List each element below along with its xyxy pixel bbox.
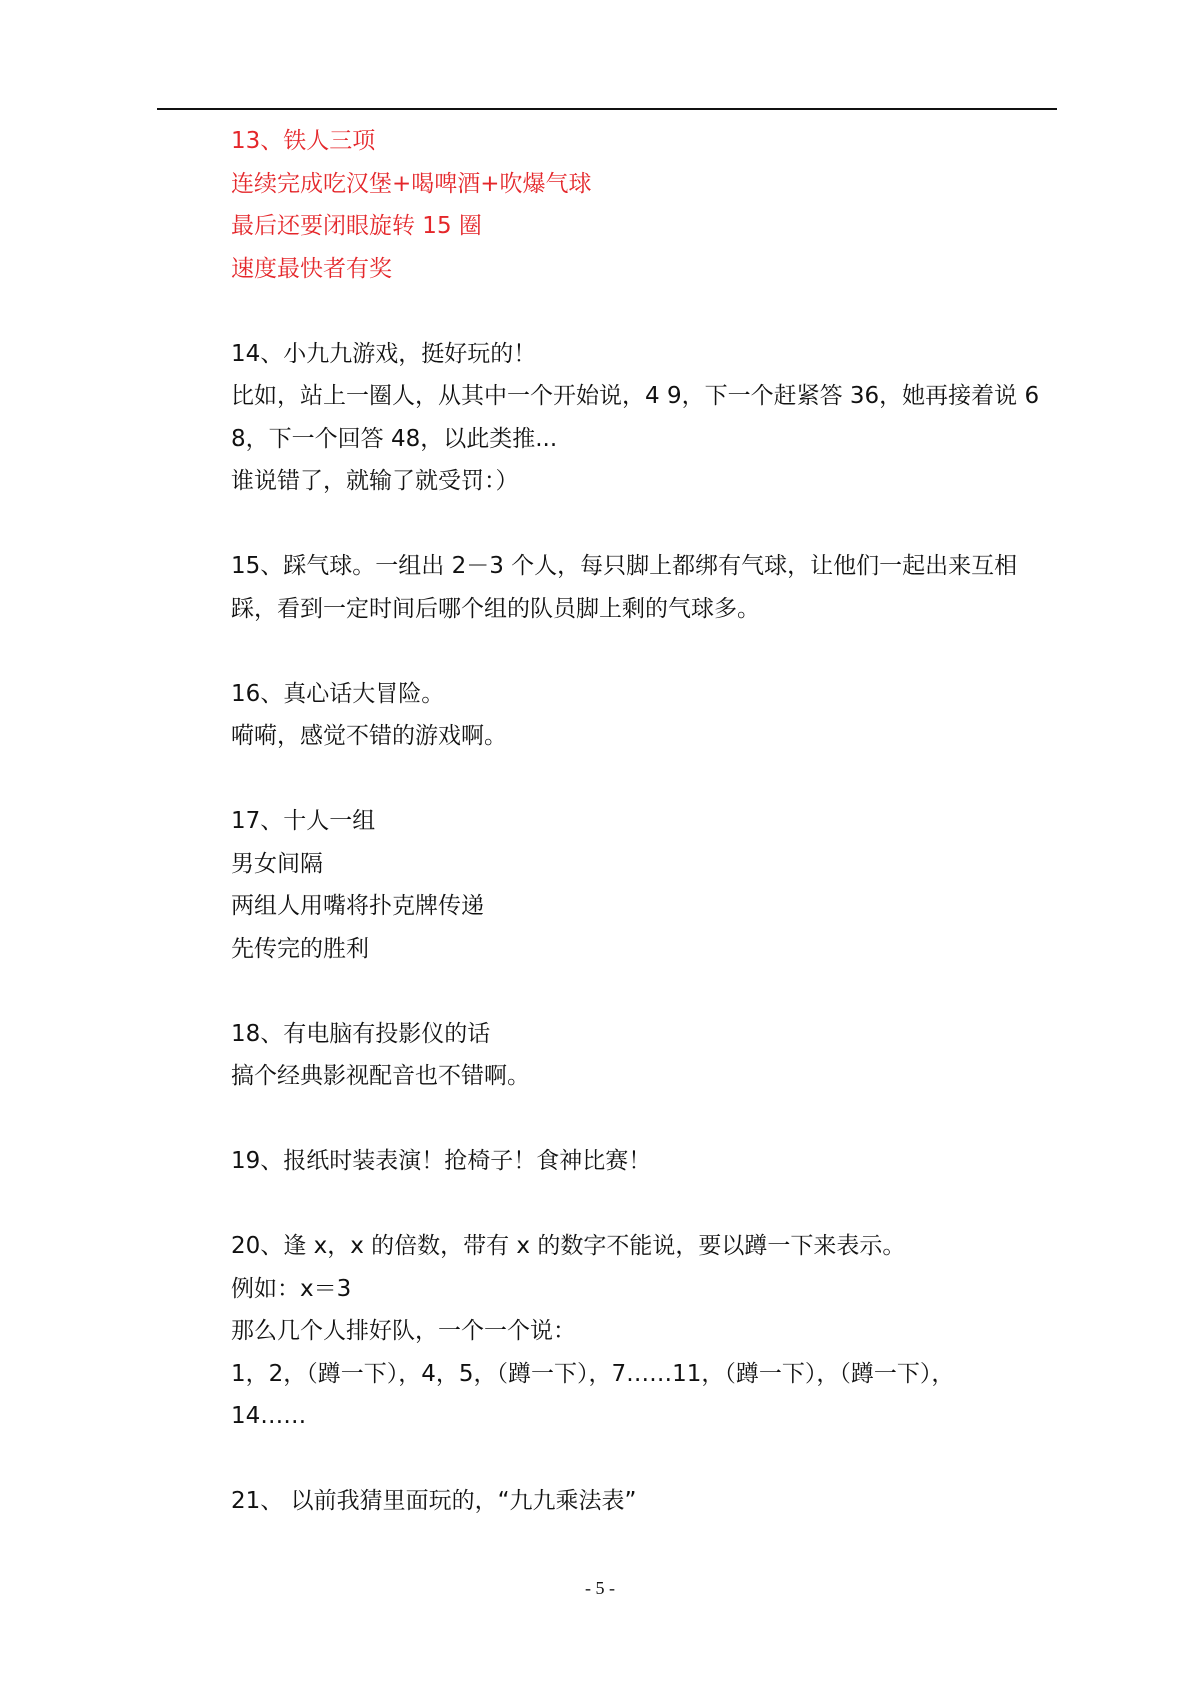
item-14-line: 8，下一个回答 48，以此类推... <box>231 425 558 452</box>
item-19 <box>231 1140 1061 1183</box>
paragraph-gap <box>231 630 1061 673</box>
item-20-line: 那么几个人排好队，一个一个说： <box>231 1318 576 1344</box>
paragraph-gap <box>231 503 1061 546</box>
item-20-line: 1，2，（蹲一下），4，5，（蹲一下），7……11，（蹲一下），（蹲一下）， <box>231 1360 955 1387</box>
item-13-line: 最后还要闭眼旋转 15 圈 <box>231 213 482 239</box>
item-20-line: 例如：x＝3 <box>231 1275 352 1302</box>
page-number: - 5 - <box>585 1578 615 1598</box>
header-rule <box>157 108 1057 110</box>
item-13 <box>231 120 1061 290</box>
item-17-line: 男女间隔 <box>231 850 323 877</box>
item-20-line: 14…… <box>231 1403 307 1429</box>
item-13-line: 连续完成吃汉堡+喝啤酒+吹爆气球 <box>231 170 592 197</box>
item-14-line: 比如，站上一圈人，从其中一个开始说，4 9，下一个赶紧答 36，她再接着说 6 <box>231 383 1040 409</box>
item-16-line: 嗬嗬，感觉不错的游戏啊。 <box>231 723 507 749</box>
item-21-title: 21、 以前我猜里面玩的，“九九乘法表” <box>231 1488 637 1514</box>
item-17-line: 先传完的胜利 <box>231 935 369 962</box>
item-16 <box>231 673 1061 758</box>
item-14 <box>231 333 1061 503</box>
item-14-line: 谁说错了，就输了就受罚：） <box>231 468 519 494</box>
item-15 <box>231 545 1061 630</box>
item-21 <box>231 1480 1061 1523</box>
paragraph-gap <box>231 1183 1061 1226</box>
item-19-title: 19、报纸时装表演！抢椅子！食神比赛！ <box>231 1148 652 1174</box>
item-14-title: 14、小九九游戏，挺好玩的！ <box>231 340 537 367</box>
paragraph-gap <box>231 290 1061 333</box>
item-15-title: 15、踩气球。一组出 2－3 个人，每只脚上都绑有气球，让他们一起出来互相 <box>231 553 1018 579</box>
item-13-title: 13、铁人三项 <box>231 128 376 154</box>
item-17-line: 两组人用嘴将扑克牌传递 <box>231 893 484 919</box>
item-18 <box>231 1013 1061 1098</box>
item-18-line: 搞个经典影视配音也不错啊。 <box>231 1063 530 1089</box>
item-13-line: 速度最快者有奖 <box>231 255 392 282</box>
item-17-title: 17、十人一组 <box>231 808 376 834</box>
paragraph-gap <box>231 758 1061 801</box>
item-15-line: 踩，看到一定时间后哪个组的队员脚上剩的气球多。 <box>231 595 760 622</box>
paragraph-gap <box>231 1098 1061 1141</box>
item-17 <box>231 800 1061 970</box>
item-16-title: 16、真心话大冒险。 <box>231 680 445 707</box>
paragraph-gap <box>231 1438 1061 1481</box>
item-18-title: 18、有电脑有投影仪的话 <box>231 1020 491 1047</box>
document-body <box>231 120 1061 1523</box>
paragraph-gap <box>231 970 1061 1013</box>
item-20-title: 20、逢 x，x 的倍数，带有 x 的数字不能说，要以蹲一下来表示。 <box>231 1233 906 1259</box>
item-20 <box>231 1225 1061 1438</box>
